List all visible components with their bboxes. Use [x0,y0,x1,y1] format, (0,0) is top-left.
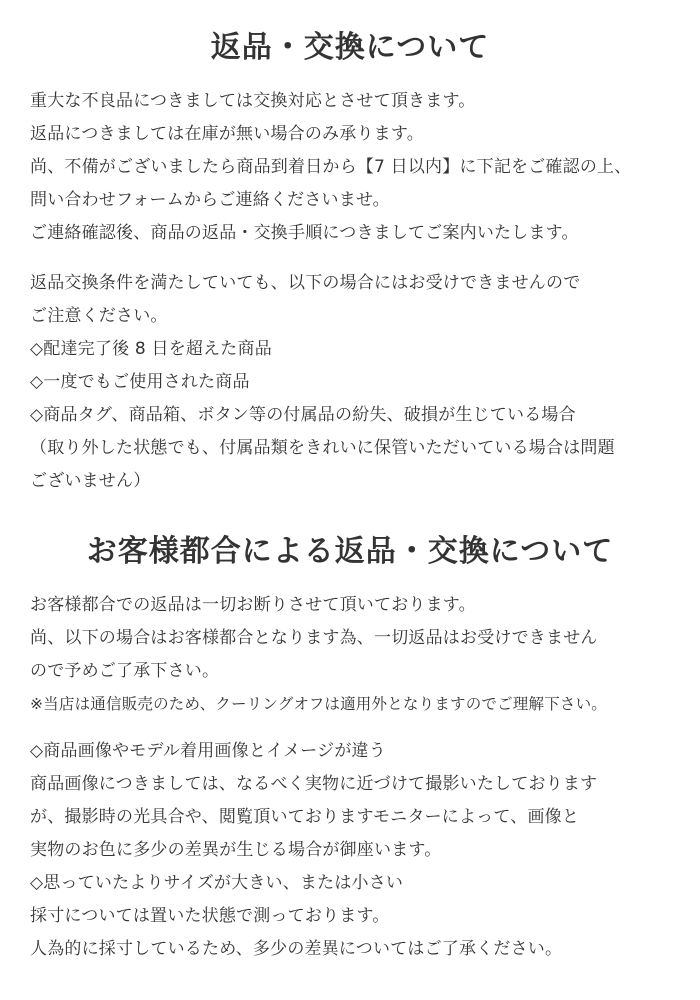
text-line: 返品につきましては在庫が無い場合のみ承ります。 [30,124,424,144]
text-line: 尚、不備がございましたら商品到着日から【7 日以内】に下記をご確認の上、 [30,157,632,177]
text-line: ので予めご了承下さい。 [30,661,220,681]
text-line: ご注意ください。 [30,306,168,326]
text-line: 人為的に採寸しているため、多少の差異についてはご了承ください。 [30,939,563,959]
list-item: ◇思っていたよりサイズが大きい、または小さい [30,873,404,893]
returns-intro-paragraph [30,85,690,250]
section-title-customer-returns: お客様都合による返品・交換について [86,534,614,569]
returns-conditions-paragraph [30,267,690,498]
customer-returns-cases-paragraph [30,735,690,966]
text-line: 返品交換条件を満たしていても、以下の場合にはお受けできませんので [30,273,581,293]
text-line: ご連絡確認後、商品の返品・交換手順につきましてご案内いたします。 [30,223,579,243]
text-line: お客様都合での返品は一切お断りさせて頂いております。 [30,595,476,615]
text-line: 重大な不良品につきましては交換対応とさせて頂きます。 [30,91,476,111]
text-line: が、撮影時の光具合や、閲覧頂いておりますモニターによって、画像と [30,807,580,827]
list-item: ◇一度でもご使用された商品 [30,372,250,392]
note-line: ※当店は通信販売のため、クーリングオフは適用外となりますのでご理解下さい。 [30,695,607,713]
section-title-returns: 返品・交換について [210,30,490,65]
text-line: 問い合わせフォームからご連絡くださいませ。 [30,190,390,210]
text-line: （取り外した状態でも、付属品類をきれいに保管いただいている場合は問題 [30,438,615,458]
list-item: ◇配達完了後 8 日を超えた商品 [30,339,272,359]
customer-returns-paragraph [30,589,690,721]
text-line: ございません） [30,471,151,491]
text-line: 尚、以下の場合はお客様都合となります為、一切返品はお受けできません [30,628,598,648]
text-line: 採寸については置いた状態で測っております。 [30,906,390,926]
text-line: 実物のお色に多少の差異が生じる場合が御座います。 [30,840,442,860]
list-item: ◇商品タグ、商品箱、ボタン等の付属品の紛失、破損が生じている場合 [30,405,576,425]
text-line: 商品画像につきましては、なるべく実物に近づけて撮影いたしております [30,774,598,794]
list-item: ◇商品画像やモデル着用画像とイメージが違う [30,741,386,761]
